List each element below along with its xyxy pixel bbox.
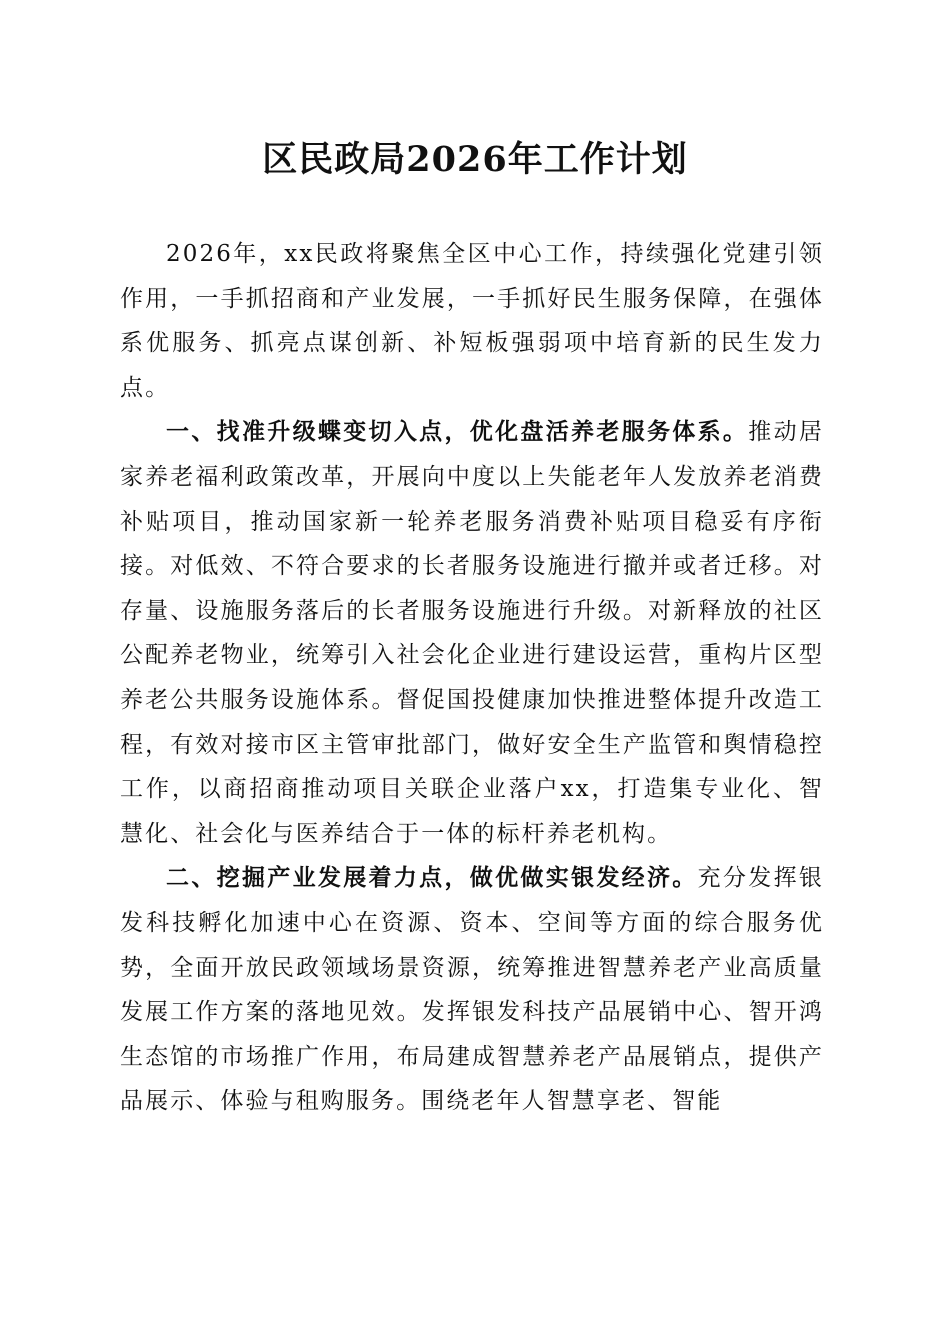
section-heading: 二、挖掘产业发展着力点，做优做实银发经济。 (166, 865, 698, 892)
intro-paragraph: 2026年，xx民政将聚焦全区中心工作，持续强化党建引领作用，一手抓招商和产业发展，一手抓好民生服务保障，在强体系优服务、抓亮点谋创新、补短板强弱项中培育新的民生发力点。 (120, 241, 824, 401)
document-body (120, 232, 824, 1124)
document-title: 区民政局2026年工作计划 (262, 139, 688, 180)
section-heading: 一、找准升级蝶变切入点，优化盘活养老服务体系。 (166, 419, 749, 446)
section-body: 推动居家养老福利政策改革，开展向中度以上失能老年人发放养老消费补贴项目，推动国家新一轮养老服务消费补贴项目稳妥有序衔接。对低效、不符合要求的长者服务设施进行撤并或者迁移。对存量、设施服务落后的长者服务设施进行升级。对新释放的社区公配养老物业，统筹引入社会化企业进行建设运营，重构片区型养老公共服务设施体系。督促国投健康加快推进整体提升改造工程，有效对接市区主管审批部门，做好安全生产监管和舆情稳控工作，以商招商推动项目关联企业落户xx，打造集专业化、智慧化、社会化与医养结合于一体的标杆养老机构。 (120, 419, 824, 847)
section-paragraph (120, 410, 824, 856)
section-paragraph (120, 856, 824, 1124)
section-body: 充分发挥银发科技孵化加速中心在资源、资本、空间等方面的综合服务优势，全面开放民政领域场景资源，统筹推进智慧养老产业高质量发展工作方案的落地见效。发挥银发科技产品展销中心、智开鸿生态馆的市场推广作用，布局建成智慧养老产品展销点，提供产品展示、体验与租购服务。围绕老年人智慧享老、智能 (120, 865, 825, 1115)
